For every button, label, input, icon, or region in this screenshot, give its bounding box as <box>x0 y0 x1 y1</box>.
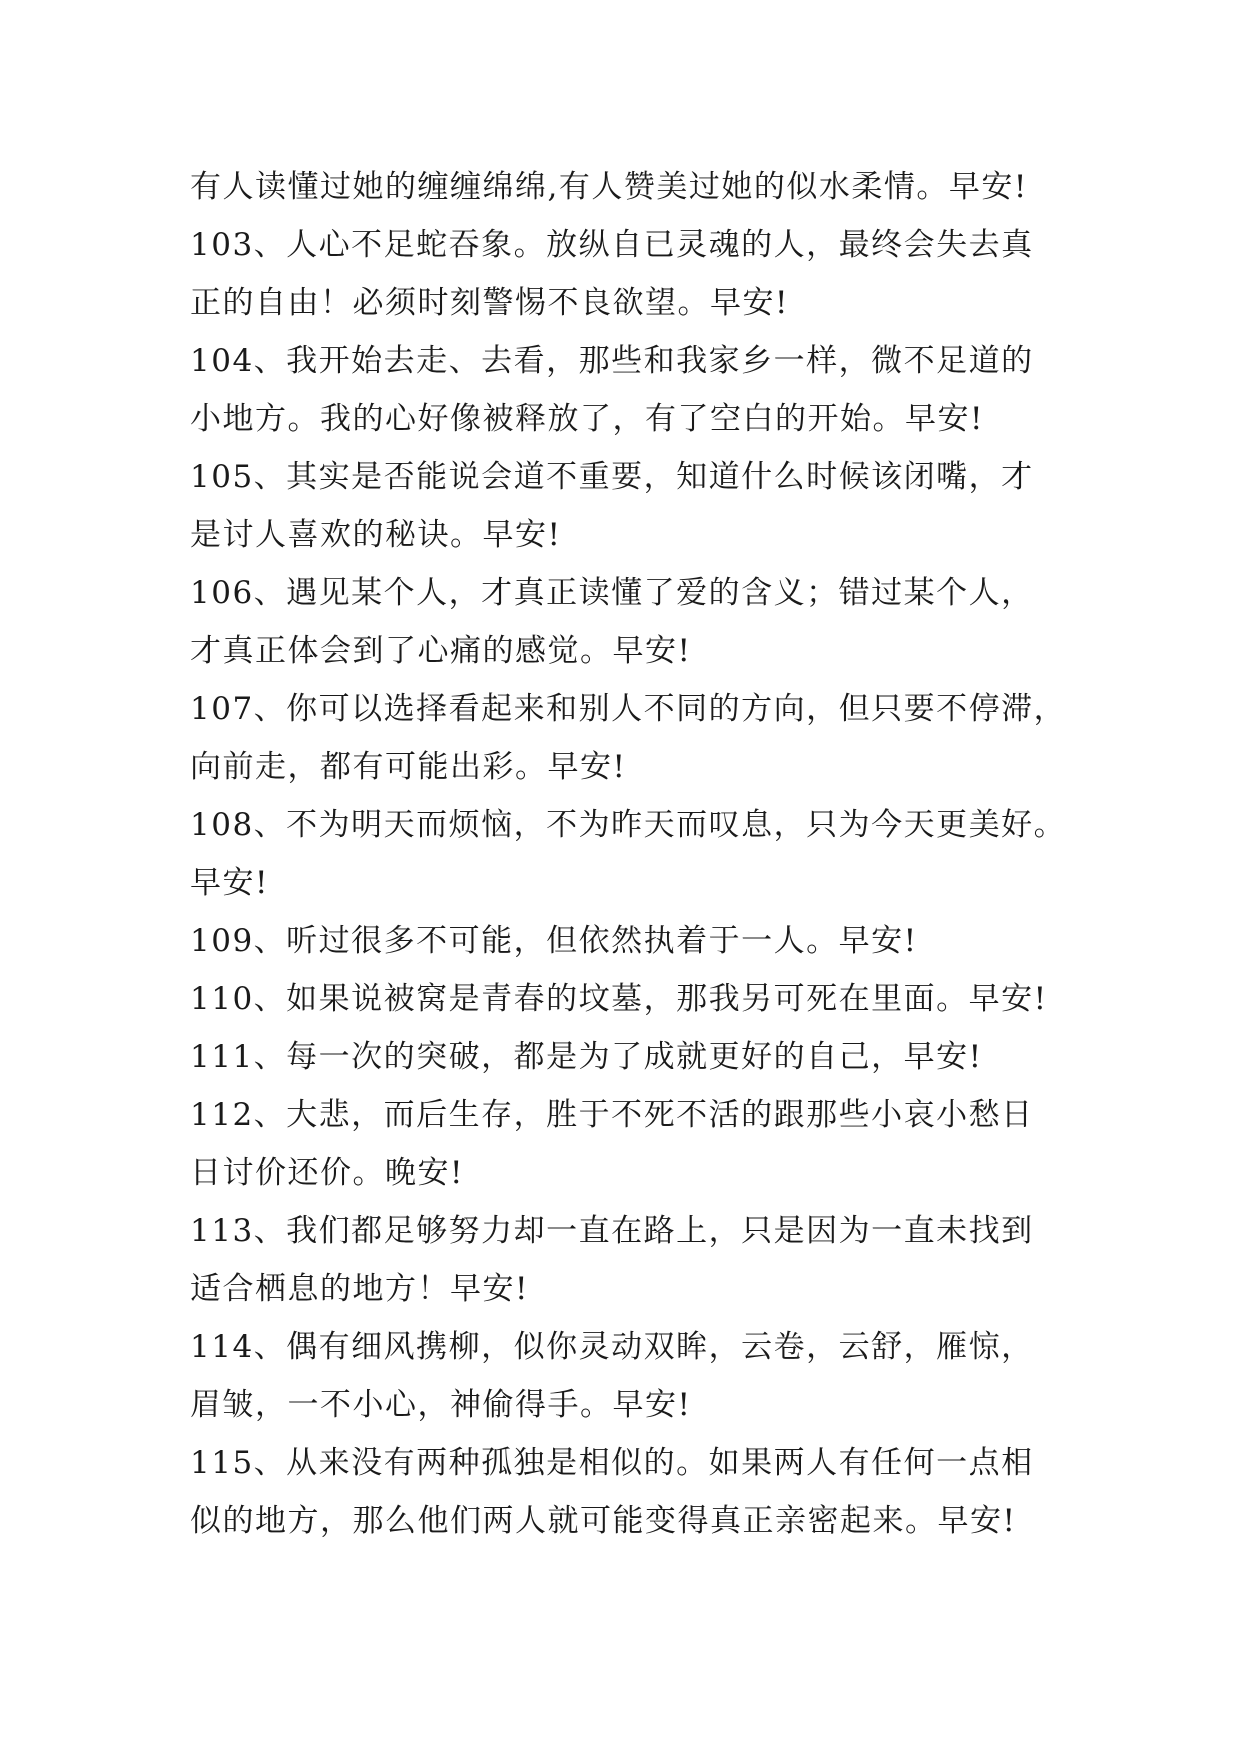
text-line: 是讨人喜欢的秘诀。早安! <box>190 517 562 553</box>
text-line: 112、大悲，而后生存，胜于不死不活的跟那些小哀小愁日 <box>190 1097 1034 1133</box>
text-line: 早安! <box>190 865 269 901</box>
text-line: 110、如果说被窝是青春的坟墓，那我另可死在里面。早安! <box>190 981 1048 1017</box>
text-line: 有人读懂过她的缠缠绵绵,有人赞美过她的似水柔情。早安! <box>190 169 1028 205</box>
text-line: 111、每一次的突破，都是为了成就更好的自己，早安! <box>190 1039 983 1075</box>
text-line: 103、人心不足蛇吞象。放纵自已灵魂的人，最终会失去真 <box>190 227 1034 263</box>
text-line: 114、偶有细风携柳，似你灵动双眸，云卷，云舒，雁惊， <box>190 1329 1034 1365</box>
text-line: 105、其实是否能说会道不重要，知道什么时候该闭嘴，才 <box>190 459 1034 495</box>
text-line: 104、我开始去走、去看，那些和我家乡一样，微不足道的 <box>190 343 1034 379</box>
text-line: 107、你可以选择看起来和别人不同的方向，但只要不停滞， <box>190 691 1067 727</box>
text-line: 小地方。我的心好像被释放了，有了空白的开始。早安! <box>190 401 984 437</box>
text-line: 115、从来没有两种孤独是相似的。如果两人有任何一点相 <box>190 1445 1034 1481</box>
text-line: 适合栖息的地方！早安! <box>190 1271 529 1307</box>
text-line: 眉皱，一不小心，神偷得手。早安! <box>190 1387 692 1423</box>
text-line: 才真正体会到了心痛的感觉。早安! <box>190 633 692 669</box>
text-line: 113、我们都足够努力却一直在路上，只是因为一直未找到 <box>190 1213 1034 1249</box>
text-line: 日讨价还价。晚安! <box>190 1155 464 1191</box>
text-line: 向前走，都有可能出彩。早安! <box>190 749 627 785</box>
text-line: 108、不为明天而烦恼，不为昨天而叹息，只为今天更美好。 <box>190 807 1067 843</box>
text-line: 109、听过很多不可能，但依然执着于一人。早安! <box>190 923 918 959</box>
text-line: 正的自由！必须时刻警惕不良欲望。早安! <box>190 285 789 321</box>
text-line: 106、遇见某个人，才真正读懂了爱的含义；错过某个人， <box>190 575 1034 611</box>
text-line: 似的地方，那么他们两人就可能变得真正亲密起来。早安! <box>190 1503 1017 1539</box>
document-body <box>190 158 1090 1550</box>
